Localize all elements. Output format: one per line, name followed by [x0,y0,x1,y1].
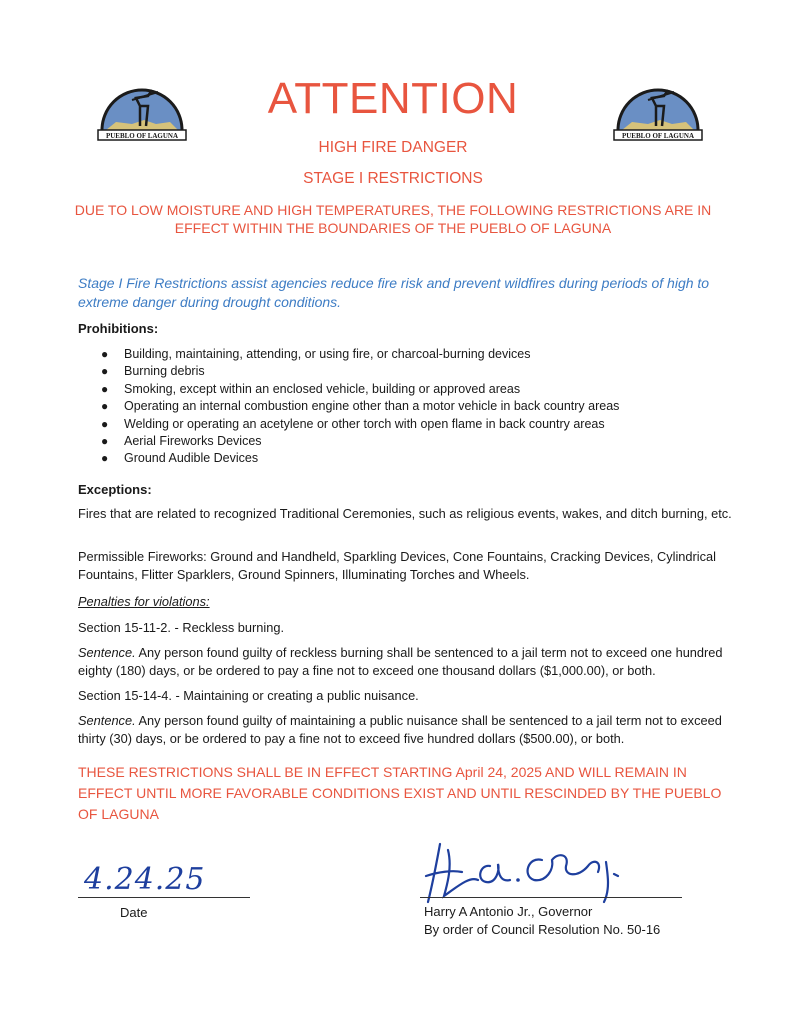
section-public-nuisance: Section 15-14-4. - Maintaining or creating a public nuisance. [78,688,419,703]
bullet-icon: ● [101,381,109,396]
bullet-icon: ● [101,434,109,449]
list-item-text: Welding or operating an acetylene or other torch with open flame in back country areas [124,416,605,431]
sentence-label: Sentence. [78,645,136,660]
bullet-icon: ● [101,451,109,466]
sentence-text: Any person found guilty of reckless burning shall be sentenced to a jail term not to exceed one hundred eighty (180) days, or be ordered to pay a fine not to exceed one thousand dollars ($1,000.00), or both. [78,645,723,678]
sentence-text: Any person found guilty of maintaining a public nuisance shall be sentenced to a jail term not to exceed thirty (30) days, or be ordered to pay a fine not to exceed five hundred dollars ($500.00), or both. [78,713,722,746]
penalties-heading: Penalties for violations: [78,594,210,609]
subtitle-stage: STAGE I RESTRICTIONS [303,170,483,187]
section-reckless-burning: Section 15-11-2. - Reckless burning. [78,620,285,635]
bullet-icon: ● [101,416,109,431]
list-item-text: Burning debris [124,364,205,379]
bullet-icon: ● [101,364,109,379]
exception-ceremonies: Fires that are related to recognized Traditional Ceremonies, such as religious events, wakes, and ditch burning, etc. [78,506,732,521]
date-label: Date [120,905,148,920]
governor-name: Harry A Antonio Jr., Governor [424,904,593,919]
list-item [78,433,738,450]
prohibitions-list [78,346,738,468]
handwritten-date: 4.24.25 [84,862,206,897]
list-item-text: Ground Audible Devices [124,451,259,466]
stage-description: Stage I Fire Restrictions assist agencies reduce fire risk and prevent wildfires during periods of high to extreme danger during drought conditions. [78,275,710,310]
seal-text: PUEBLO OF LAGUNA [105,132,179,140]
sentence-label: Sentence. [78,713,136,728]
bullet-icon: ● [101,399,109,414]
exception-fireworks: Permissible Fireworks: Ground and Handheld, Sparkling Devices, Cone Fountains, Cracking Devices, Cylindrical Fountains, Flitter Sparklers, Ground Spinners, Illuminating Torches and Wheels. [78,549,716,582]
list-item-text: Operating an internal combustion engine other than a motor vehicle in back country areas [124,399,620,414]
governor-signature [418,836,638,911]
exceptions-heading: Exceptions: [78,482,152,497]
list-item [78,346,738,363]
list-item-text: Smoking, except within an enclosed vehicle, building or approved areas [124,381,521,396]
seal-text: PUEBLO OF LAGUNA [621,132,695,140]
list-item [78,450,738,467]
effective-date-statement: THESE RESTRICTIONS SHALL BE IN EFFECT STARTING April 24, 2025 AND WILL REMAIN IN EFFECT UNTIL MORE FAVORABLE CONDITIONS EXIST AND UNTIL RESCINDED BY THE PUEBLO OF LAGUNA [78,764,722,822]
list-item [78,398,738,415]
prohibitions-heading: Prohibitions: [78,321,159,336]
sentence-public-nuisance [78,712,740,747]
intro-statement: DUE TO LOW MOISTURE AND HIGH TEMPERATURES, THE FOLLOWING RESTRICTIONS ARE IN EFFECT WITHIN THE BOUNDARIES OF THE PUEBLO OF LAGUNA [74,202,712,236]
council-resolution: By order of Council Resolution No. 50-16 [424,922,661,937]
sentence-reckless-burning [78,644,740,679]
list-item [78,416,738,433]
subtitle-fire-danger: HIGH FIRE DANGER [318,139,468,156]
signature-line [420,897,682,898]
list-item-text: Building, maintaining, attending, or using fire, or charcoal-burning devices [124,347,531,361]
list-item-text: Aerial Fireworks Devices [124,434,262,449]
list-item [78,363,738,380]
bullet-icon: ● [101,347,109,361]
date-line [78,897,250,898]
list-item [78,381,738,398]
page-title: ATTENTION [267,74,519,123]
